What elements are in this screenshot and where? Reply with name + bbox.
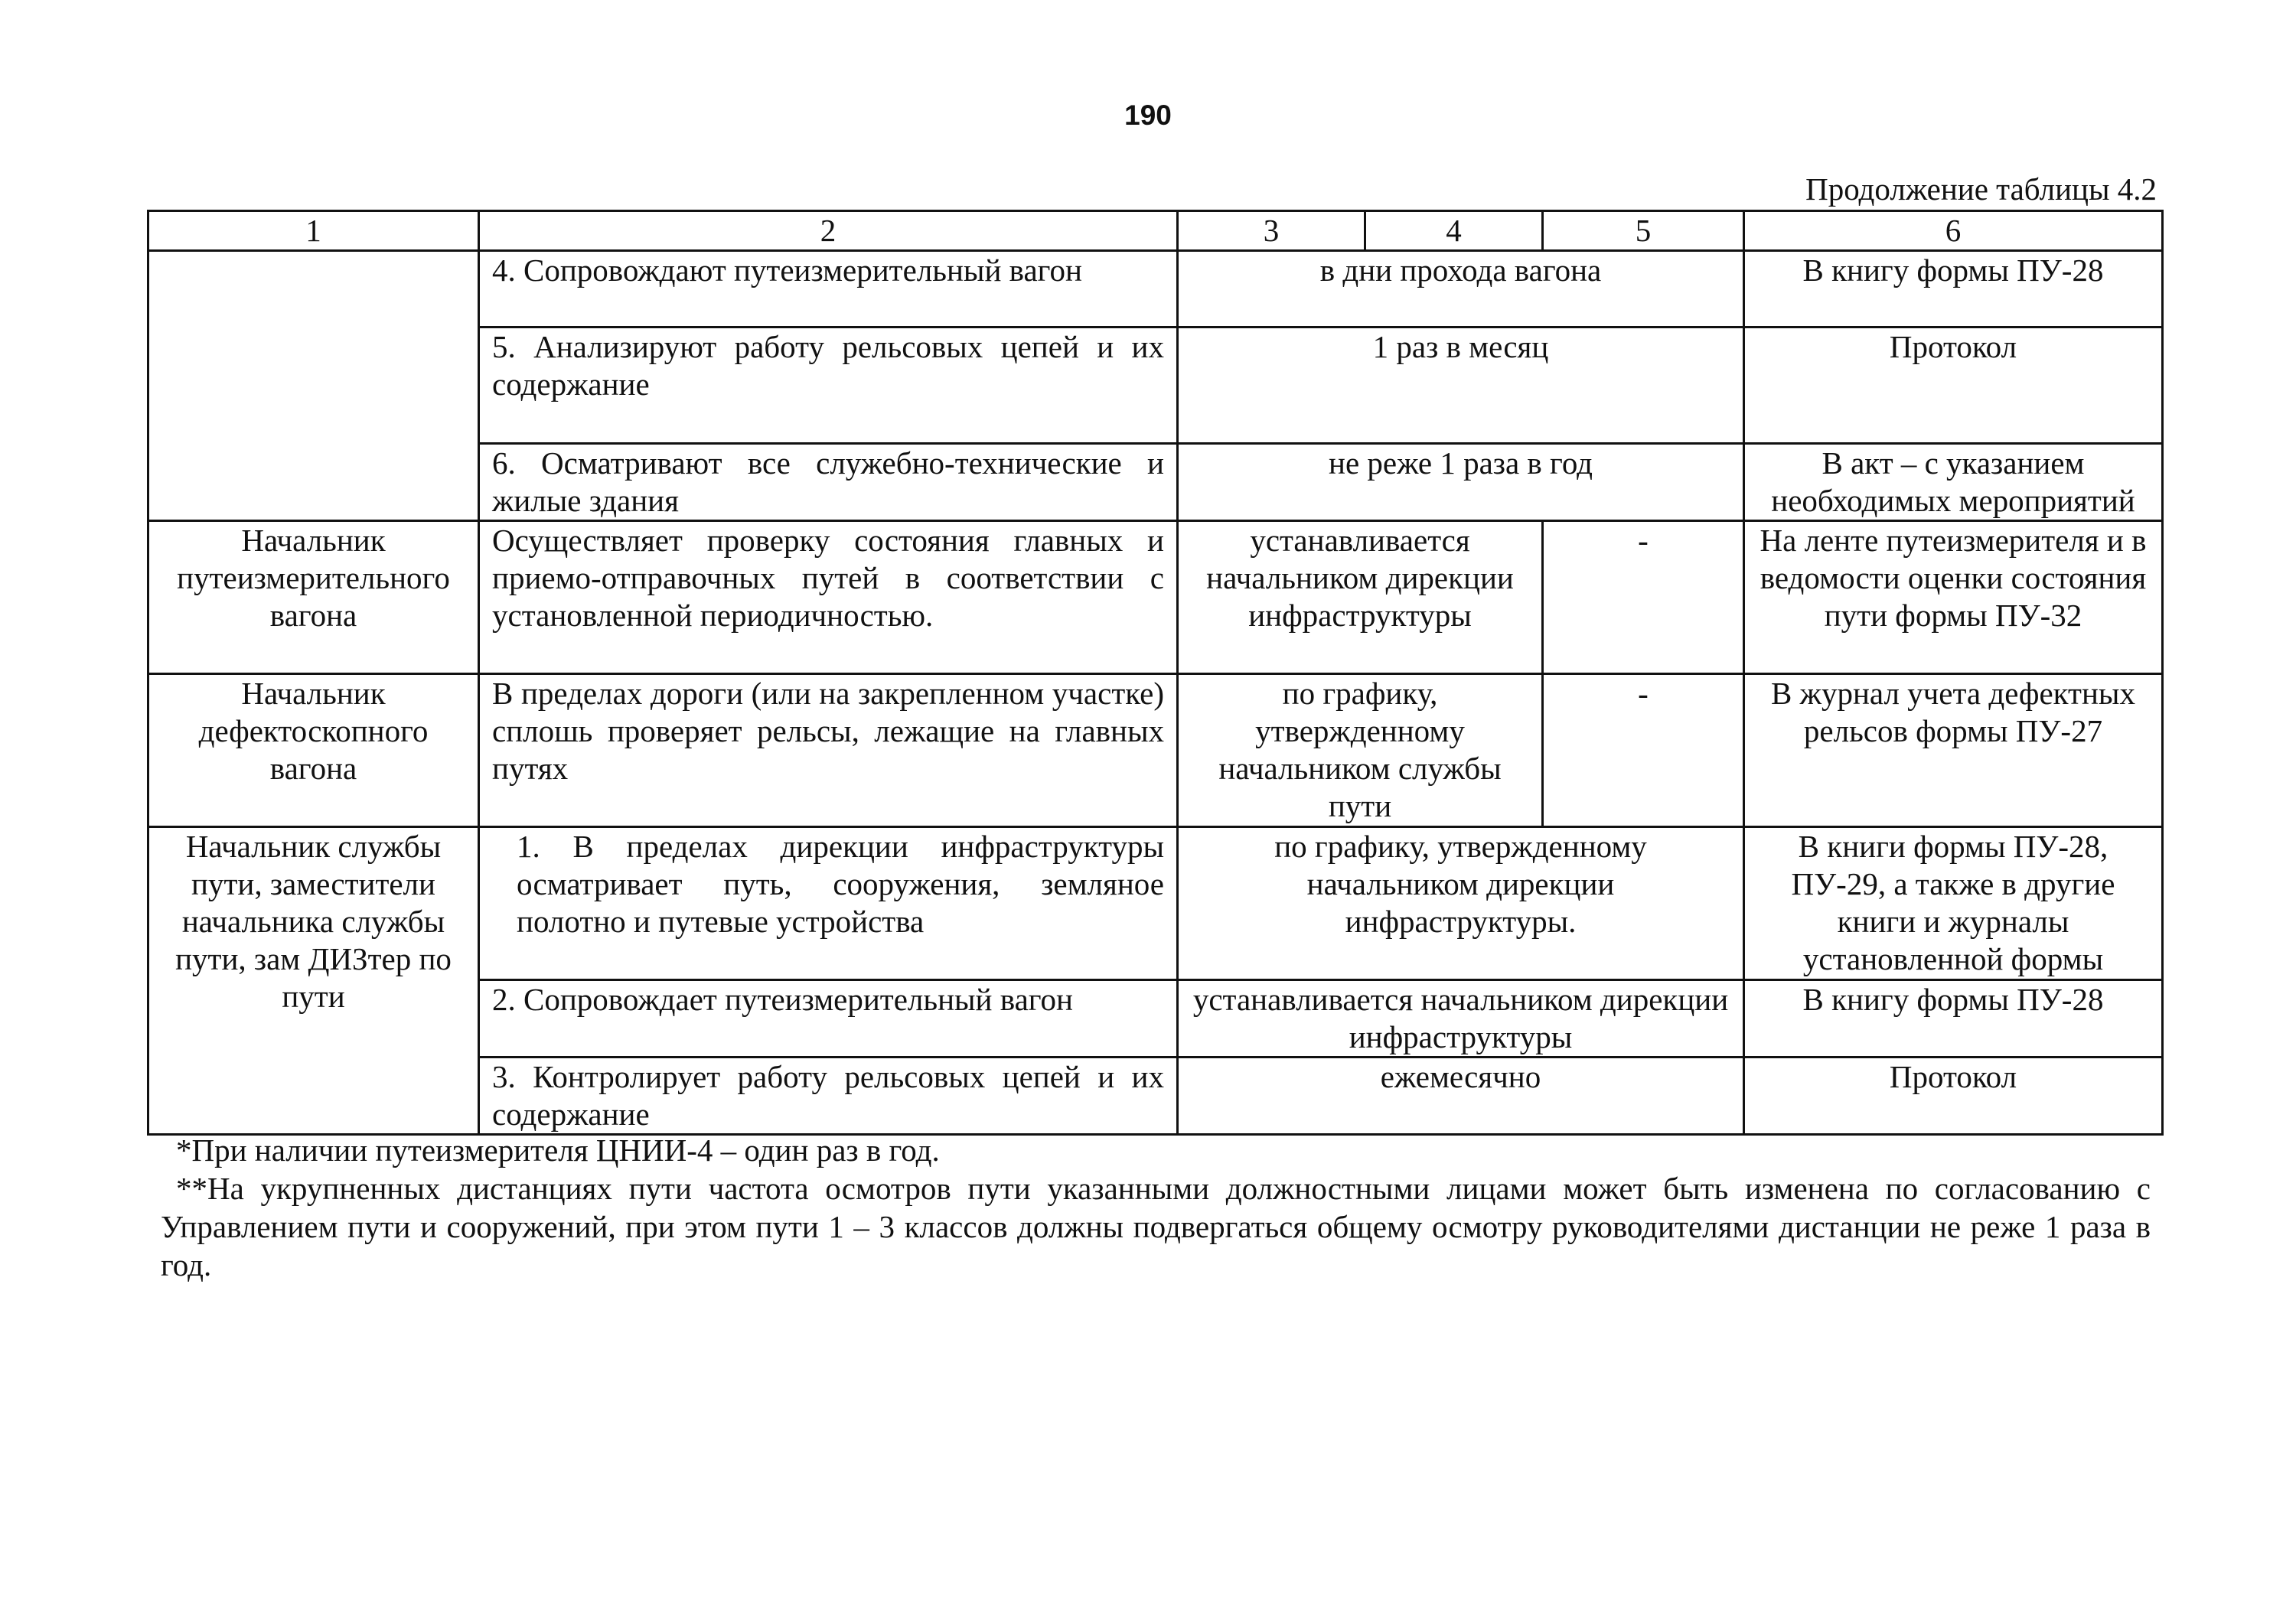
record-cell: В акт – с указанием необходимых мероприятий bbox=[1744, 444, 2163, 521]
inspection-table bbox=[147, 210, 2164, 1136]
frequency-cell: устанавливается начальником дирекции инфраструктуры bbox=[1178, 980, 1744, 1058]
table-continuation-caption: Продолжение таблицы 4.2 bbox=[1805, 171, 2157, 207]
position-cell: Начальник дефектоскопного вагона bbox=[148, 674, 479, 827]
duty-cell: 3. Контролирует работу рельсовых цепей и их содержание bbox=[479, 1058, 1178, 1135]
duty-cell: 2. Сопровождает путеизмерительный вагон bbox=[479, 980, 1178, 1058]
duty-cell: 5. Анализируют работу рельсовых цепей и их содержание bbox=[479, 328, 1178, 444]
header-cell: 6 bbox=[1744, 211, 2163, 251]
record-cell: На ленте путеизмерителя и в ведомости оценки состояния пути формы ПУ-32 bbox=[1744, 521, 2163, 674]
frequency-cell: устанавливается начальником дирекции инфраструктуры bbox=[1178, 521, 1543, 674]
frequency-cell: ежемесячно bbox=[1178, 1058, 1744, 1135]
header-cell: 1 bbox=[148, 211, 479, 251]
header-cell: 3 bbox=[1178, 211, 1365, 251]
record-cell: Протокол bbox=[1744, 1058, 2163, 1135]
position-cell: Начальник службы пути, заместители начальника службы пути, зам ДИЗтер по пути bbox=[148, 827, 479, 1135]
position-cell: Начальник путеизмерительного вагона bbox=[148, 521, 479, 674]
footnotes bbox=[161, 1131, 2151, 1284]
table-row bbox=[148, 521, 2163, 674]
table-row bbox=[148, 827, 2163, 980]
table-header-row bbox=[148, 211, 2163, 251]
header-cell: 5 bbox=[1543, 211, 1744, 251]
duty-cell: В пределах дороги (или на закрепленном участке) сплошь проверяет рельсы, лежащие на главных путях bbox=[479, 674, 1178, 827]
frequency-cell: по графику, утвержденному начальником дирекции инфраструктуры. bbox=[1178, 827, 1744, 980]
table-row bbox=[148, 251, 2163, 328]
header-cell: 2 bbox=[479, 211, 1178, 251]
duty-cell: 6. Осматривают все служебно-технические и жилые здания bbox=[479, 444, 1178, 521]
dash-cell: - bbox=[1543, 674, 1744, 827]
record-cell: В книгу формы ПУ-28 bbox=[1744, 980, 2163, 1058]
table-row bbox=[148, 674, 2163, 827]
footnote: *При наличии путеизмерителя ЦНИИ-4 – один раз в год. bbox=[176, 1133, 940, 1168]
duty-cell: Осуществляет проверку состояния главных и приемо-отправочных путей в соответствии с установленной периодичностью. bbox=[479, 521, 1178, 674]
page-number: 190 bbox=[1124, 99, 1172, 131]
frequency-cell: в дни прохода вагона bbox=[1178, 251, 1744, 328]
position-cell-empty bbox=[148, 251, 479, 521]
record-cell: В книгу формы ПУ-28 bbox=[1744, 251, 2163, 328]
dash-cell: - bbox=[1543, 521, 1744, 674]
record-cell: В книги формы ПУ-28, ПУ-29, а также в другие книги и журналы установленной формы bbox=[1744, 827, 2163, 980]
footnote: **На укрупненных дистанциях пути частота осмотров пути указанными должностными лицами может быть изменена по согласованию с Управлением пути и сооружений, при этом пути 1 – 3 классов должны подвергаться общему осмотру руководителями дистанции не реже 1 раза в год. bbox=[161, 1171, 2151, 1282]
frequency-cell: по графику, утвержденному начальником службы пути bbox=[1178, 674, 1543, 827]
record-cell: В журнал учета дефектных рельсов формы ПУ-27 bbox=[1744, 674, 2163, 827]
duty-cell: 1. В пределах дирекции инфраструктуры осматривает путь, сооружения, земляное полотно и путевые устройства bbox=[479, 827, 1178, 980]
header-cell: 4 bbox=[1365, 211, 1543, 251]
duty-cell: 4. Сопровождают путеизмерительный вагон bbox=[479, 251, 1178, 328]
frequency-cell: не реже 1 раза в год bbox=[1178, 444, 1744, 521]
record-cell: Протокол bbox=[1744, 328, 2163, 444]
frequency-cell: 1 раз в месяц bbox=[1178, 328, 1744, 444]
